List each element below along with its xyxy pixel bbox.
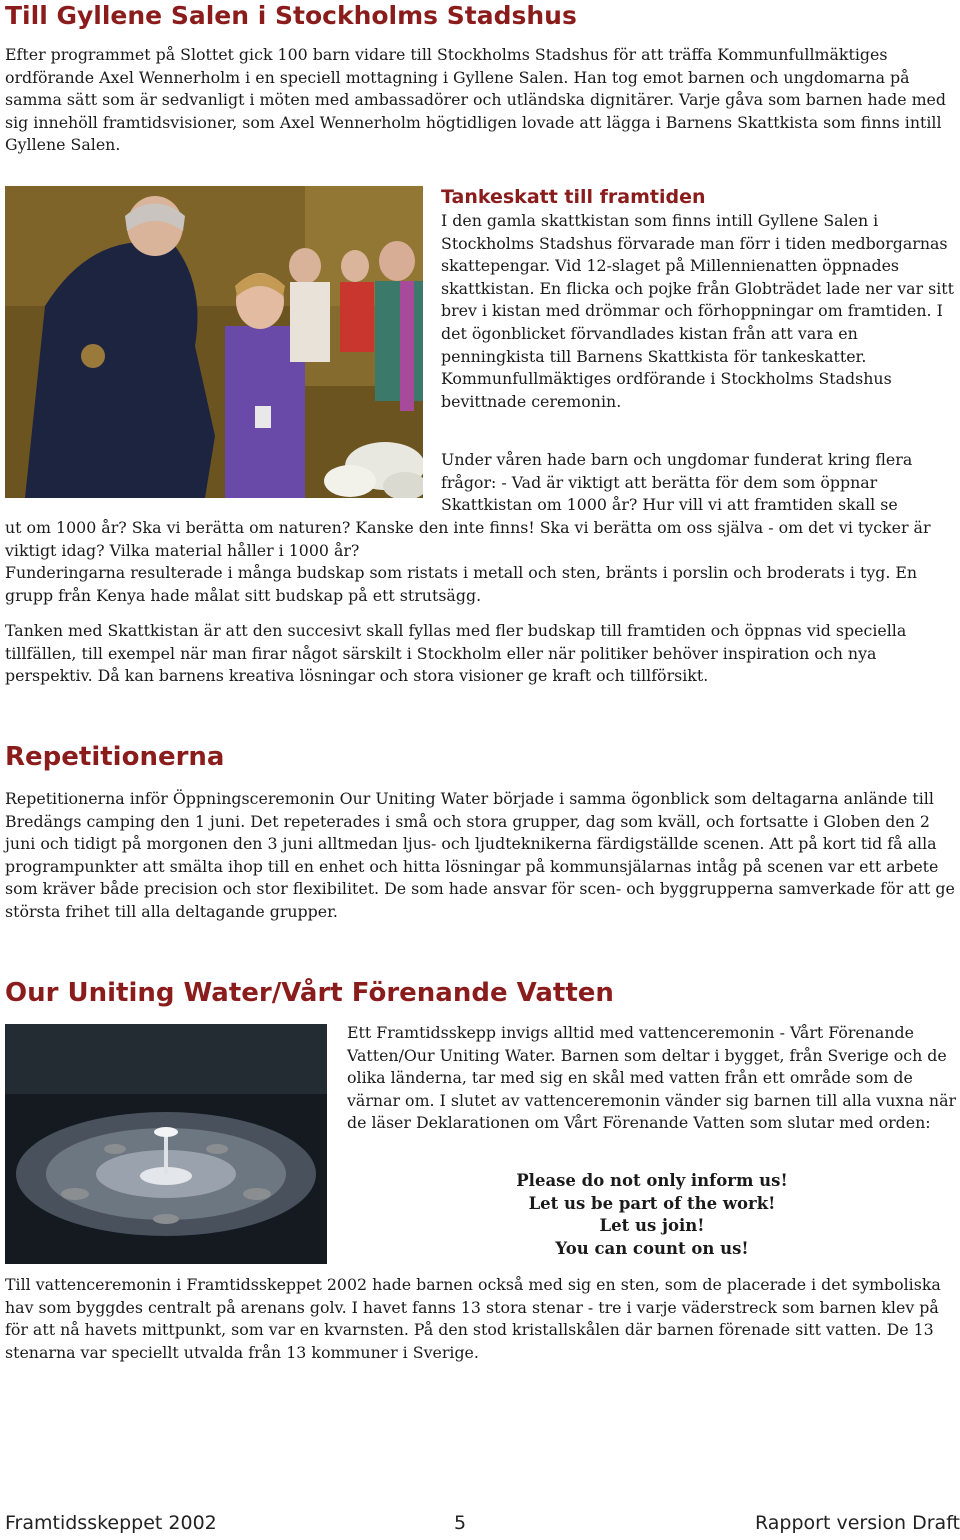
photo-water-ceremony <box>5 1024 327 1264</box>
water-ceremony-closing-paragraph: Till vattenceremonin i Framtidsskeppet 2002 hade barnen också med sig en sten, som de placerade i det symboliska hav som byggdes centralt på arenans golv. I havet fanns 13 stora stenar - tre i varje väderstreck som barnen klev på för att nå havets mittpunkt, som var en kvarnsten. På den stod kristallskålen där barnen förenade sitt vatten. De 13 stenarna var speciellt utvalda från 13 kommuner i Sverige. <box>5 1275 941 1362</box>
column-paragraph-skattkistan: I den gamla skattkistan som finns intill Gyllene Salen i Stockholms Stadshus förvarade man förr i tiden medborgarnas skattepengar. Vid 12-slaget på Millennienatten öppnades skattkistan. En flicka och pojke från Globträdet lade ner var sitt brev i kistan med drömmar och förhoppningar om framtiden. I det ögonblicket förvandlades kistan från att vara en penningkista till Barnens Skattkista för tankeskatter. Kommunfullmäktiges ordförande i Stockholms Stadshus bevittnade ceremonin. <box>441 211 954 411</box>
document-page <box>5 0 960 1539</box>
footer-document-name: Framtidsskeppet 2002 <box>5 1512 217 1534</box>
wrapped-paragraph-questions: ut om 1000 år? Ska vi berätta om naturen? Kanske den inte finns! Ska vi berätta om oss själva - om det vi tycker är viktigt idag? Vilka material håller i 1000 år? <box>5 518 931 560</box>
wrapped-paragraph-results: Funderingarna resulterade i många budskap som ristats i metall och sten, bränts i porslin och broderats i tyg. En grupp från Kenya hade målat sitt budskap på ett strutsägg. <box>5 563 918 605</box>
page-footer <box>5 1512 960 1540</box>
photo-illustration <box>5 186 423 498</box>
declaration-quote <box>347 1170 957 1260</box>
footer-version: Rapport version Draft <box>755 1512 960 1534</box>
subheading-tankeskatt: Tankeskatt till framtiden <box>441 186 706 208</box>
quote-line: Let us join! <box>599 1216 705 1236</box>
footer-page-number: 5 <box>454 1512 467 1534</box>
quote-line: You can count on us! <box>555 1238 749 1258</box>
section-title-repetitionerna: Repetitionerna <box>5 742 225 772</box>
wrapped-paragraph-group <box>5 517 960 607</box>
repetitionerna-paragraph: Repetitionerna inför Öppningsceremonin Our Uniting Water började i samma ögonblick som deltagarna anlände till Bredängs camping den 1 juni. Det repeterades i små och stora grupper, dag som kväll, och fortsatte i Globen den 2 juni och tidigt på morgonen den 3 juni alltmedan ljus- och ljudteknikerna färdigställde scenen. Att på kort tid få alla programpunkter att smälta ihop till en enhet och hitta lösningar på kommunsjälarnas intåg på scenen var ett arbete som kräver både precision och stor flexibilitet. De som hade ansvar för scen- och byggrupperna samverkade för att ge största frihet till alla deltagande grupper. <box>5 789 955 921</box>
section-title-gyllene-salen: Till Gyllene Salen i Stockholms Stadshus <box>5 1 577 30</box>
photo-ceremony-stadshus <box>5 186 423 498</box>
section-title-our-uniting-water: Our Uniting Water/Vårt Förenande Vatten <box>5 978 614 1008</box>
column-paragraph-questions: Under våren hade barn och ungdomar funderat kring flera frågor: - Vad är viktigt att berätta för dem som öppnar Skattkistan om 1000 år? Hur vill vi att framtiden skall se <box>441 450 913 515</box>
water-ceremony-paragraph: Ett Framtidsskepp invigs alltid med vattenceremonin - Vårt Förenande Vatten/Our Uniting Water. Barnen som deltar i bygget, från Sverige och de olika länderna, tar med sig en skål med vatten från ett område som de värnar om. I slutet av vattenceremonin vänder sig barnen till alla vuxna när de läser Deklarationen om Vårt Förenande Vatten som slutar med orden: <box>347 1023 957 1133</box>
quote-line: Please do not only inform us! <box>516 1171 788 1190</box>
photo-illustration <box>5 1024 327 1264</box>
quote-line: Let us be part of the work! <box>528 1193 776 1213</box>
closing-paragraph-skattkistan: Tanken med Skattkistan är att den succesivt skall fyllas med fler budskap till framtiden och öppnas vid speciella tillfällen, till exempel när man firar något särskilt i Stockholm eller när politiker behöver inspiration och nya perspektiv. Då kan barnens kreativa lösningar och stora visioner ge kraft och tillförsikt. <box>5 621 907 686</box>
intro-paragraph: Efter programmet på Slottet gick 100 barn vidare till Stockholms Stadshus för att träffa Kommunfullmäktiges ordförande Axel Wennerholm i en speciell mottagning i Gyllene Salen. Han tog emot barnen och ungdomarna på samma sätt som är sedvanligt i möten med ambassadörer och utländska dignitärer. Varje gåva som barnen hade med sig innehöll framtidsvisioner, som Axel Wennerholm högtidligen lovade att lägga i Barnens Skattkista som finns intill Gyllene Salen. <box>5 45 947 155</box>
